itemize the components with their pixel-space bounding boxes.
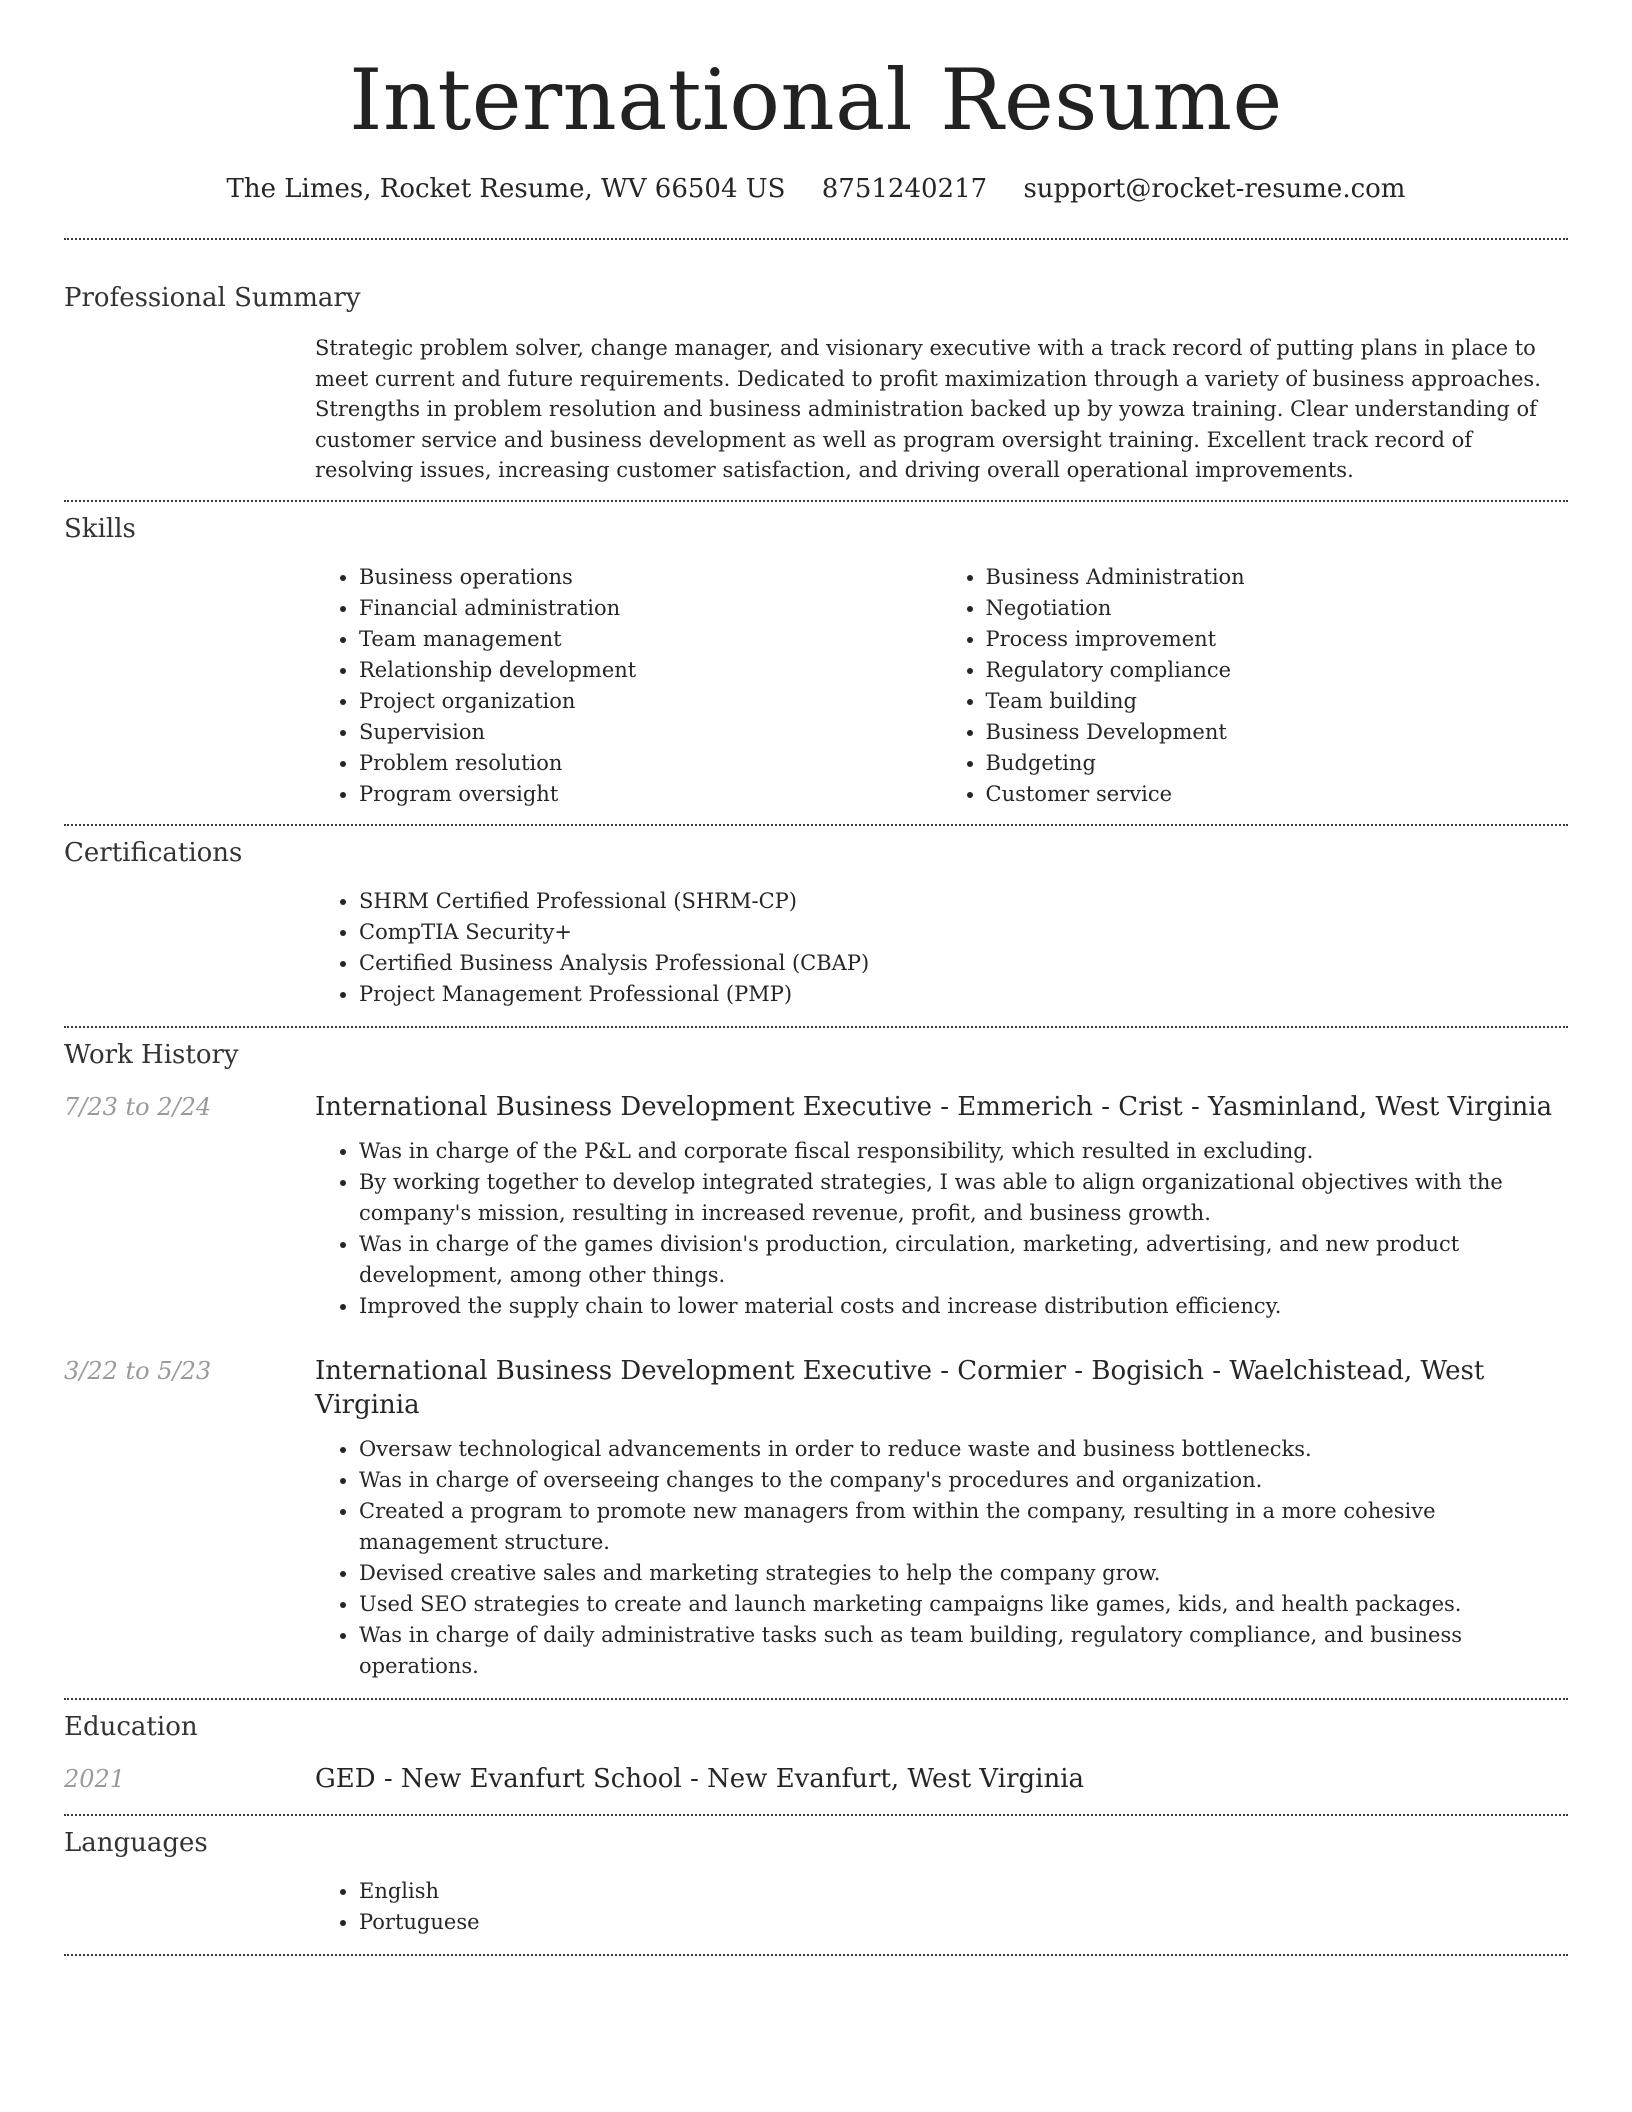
job-title: International Business Development Executive - Emmerich - Crist - Yasminland, West Virginia	[315, 1091, 1553, 1122]
education-date: 2021	[64, 1764, 126, 1793]
languages-list	[315, 1876, 1568, 1938]
job-bullet: • Improved the supply chain to lower material costs and increase distribution efficiency.	[359, 1291, 1568, 1322]
certification-item: • Certified Business Analysis Professional (CBAP)	[359, 948, 1568, 979]
skills-list	[315, 562, 1568, 810]
divider	[64, 1954, 1568, 1956]
job-bullet: • By working together to develop integrated strategies, I was able to align organizational objectives with the company's mission, resulting in increased revenue, profit, and business growth.	[359, 1167, 1568, 1229]
job-title: International Business Development Executive - Cormier - Bogisich - Waelchistead, West Virginia	[315, 1355, 1485, 1420]
education-entry	[64, 1762, 1568, 1796]
skill-item: • Customer service	[986, 779, 1569, 810]
address: The Limes, Rocket Resume, WV 66504 US	[226, 174, 786, 204]
section-heading-education: Education	[64, 1711, 198, 1742]
job-bullet: • Was in charge of daily administrative tasks such as team building, regulatory compliance, and business operations.	[359, 1620, 1568, 1682]
skill-item: • Problem resolution	[359, 748, 942, 779]
skill-item: • Budgeting	[986, 748, 1569, 779]
skill-item: • Relationship development	[359, 655, 942, 686]
phone: 8751240217	[821, 174, 988, 204]
job-bullet: • Oversaw technological advancements in order to reduce waste and business bottlenecks.	[359, 1434, 1568, 1465]
job-bullets-2	[315, 1434, 1568, 1682]
language-item: • Portuguese	[359, 1907, 1568, 1938]
job-dates: 7/23 to 2/24	[64, 1092, 212, 1121]
resume-name: International Resume	[349, 51, 1283, 149]
job-bullet: • Devised creative sales and marketing strategies to help the company grow.	[359, 1558, 1568, 1589]
divider	[64, 824, 1568, 826]
job-entry-1	[64, 1090, 1568, 1124]
divider	[64, 500, 1568, 502]
section-heading-summary: Professional Summary	[64, 283, 361, 313]
divider	[64, 1814, 1568, 1816]
skill-item: • Financial administration	[359, 593, 942, 624]
skills-column-right	[942, 562, 1569, 810]
section-heading-certifications: Certifications	[64, 837, 243, 868]
job-entry-2	[64, 1354, 1568, 1422]
job-bullet: • Was in charge of the P&L and corporate fiscal responsibility, which resulted in excluding.	[359, 1136, 1568, 1167]
skill-item: • Business operations	[359, 562, 942, 593]
email[interactable]: support@rocket-resume.com	[1023, 174, 1406, 204]
skill-item: • Business Development	[986, 717, 1569, 748]
skill-item: • Project organization	[359, 686, 942, 717]
job-bullets-1	[315, 1136, 1568, 1322]
skills-column-left	[315, 562, 942, 810]
section-heading-skills: Skills	[64, 513, 136, 544]
section-heading-work-history: Work History	[64, 1039, 239, 1070]
skill-item: • Process improvement	[986, 624, 1569, 655]
skill-item: • Negotiation	[986, 593, 1569, 624]
skill-item: • Team building	[986, 686, 1569, 717]
job-bullet: • Was in charge of the games division's production, circulation, marketing, advertising, and new product development, among other things.	[359, 1229, 1568, 1291]
divider	[64, 1698, 1568, 1700]
job-bullet: • Used SEO strategies to create and launch marketing campaigns like games, kids, and health packages.	[359, 1589, 1568, 1620]
certification-item: • SHRM Certified Professional (SHRM-CP)	[359, 886, 1568, 917]
skill-item: • Regulatory compliance	[986, 655, 1569, 686]
skill-item: • Program oversight	[359, 779, 942, 810]
divider	[64, 1026, 1568, 1028]
skill-item: • Team management	[359, 624, 942, 655]
certification-item: • CompTIA Security+	[359, 917, 1568, 948]
skill-item: • Supervision	[359, 717, 942, 748]
job-bullet: • Created a program to promote new managers from within the company, resulting in a more cohesive management structure.	[359, 1496, 1568, 1558]
divider	[64, 238, 1568, 240]
certifications-list	[315, 886, 1568, 1010]
summary-text: Strategic problem solver, change manager, and visionary executive with a track record of putting plans in place to meet current and future requirements. Dedicated to profit maximization through a variety of business approaches. Strengths in problem resolution and business administration backed up by yowza training. Clear understanding of customer service and business development as well as program oversight training. Excellent track record of resolving issues, increasing customer satisfaction, and driving overall operational improvements.	[315, 336, 1541, 482]
resume-page	[64, 0, 1568, 1956]
job-dates: 3/22 to 5/23	[64, 1356, 212, 1385]
contact-line	[64, 172, 1568, 206]
skill-item: • Business Administration	[986, 562, 1569, 593]
language-item: • English	[359, 1876, 1568, 1907]
education-title: GED - New Evanfurt School - New Evanfurt, West Virginia	[315, 1763, 1085, 1794]
section-heading-languages: Languages	[64, 1827, 208, 1858]
certification-item: • Project Management Professional (PMP)	[359, 979, 1568, 1010]
job-bullet: • Was in charge of overseeing changes to the company's procedures and organization.	[359, 1465, 1568, 1496]
